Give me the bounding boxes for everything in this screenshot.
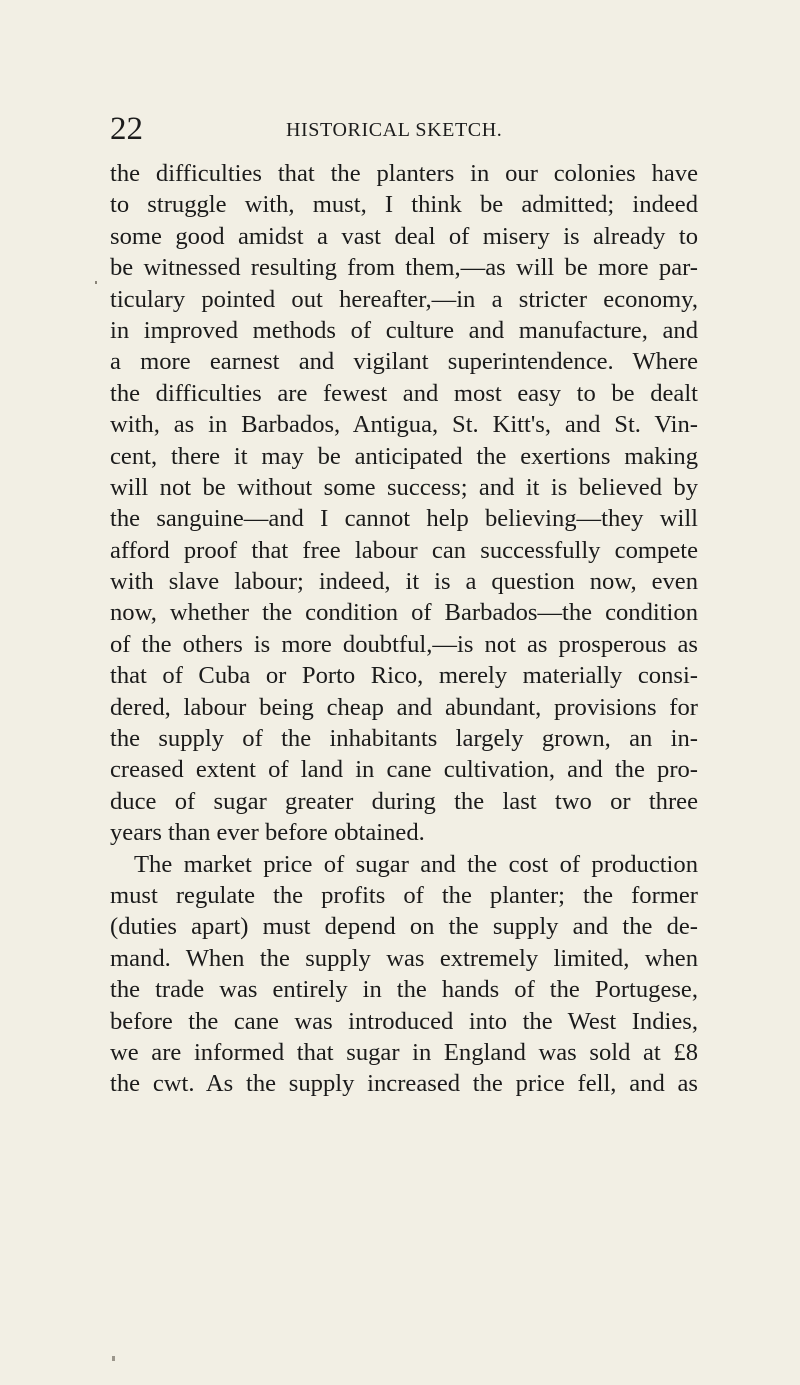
text-line: that of Cuba or Porto Rico, merely materially consi-: [110, 662, 698, 690]
text-line: with slave labour; indeed, it is a question now, even: [110, 568, 698, 596]
text-line: in improved methods of culture and manufacture, and: [110, 316, 698, 344]
text-line: of the others is more doubtful,—is not as prosperous as: [110, 630, 698, 658]
text-line: mand. When the supply was extremely limited, when: [110, 944, 698, 972]
text-line: the supply of the inhabitants largely grown, an in-: [110, 725, 698, 753]
text-line: duce of sugar greater during the last two or three: [110, 787, 698, 815]
text-line: will not be without some success; and it is believed by: [110, 473, 698, 501]
text-line: afford proof that free labour can successfully compete: [110, 536, 698, 564]
running-head: HISTORICAL SKETCH.: [286, 119, 503, 141]
text-line: the difficulties are fewest and most easy to be dealt: [110, 379, 698, 407]
text-line: with, as in Barbados, Antigua, St. Kitt's, and St. Vin-: [110, 411, 698, 439]
text-line: dered, labour being cheap and abundant, provisions for: [110, 693, 698, 721]
text-line: the trade was entirely in the hands of the Portugese,: [110, 976, 698, 1004]
text-line: years than ever before obtained.: [110, 819, 425, 847]
text-line: some good amidst a vast deal of misery is already to: [110, 222, 698, 250]
text-line: (duties apart) must depend on the supply and the de-: [110, 913, 698, 941]
text-line: must regulate the profits of the planter; the former: [110, 881, 698, 909]
paper-speck: [112, 1356, 115, 1361]
body-text: [110, 158, 698, 1100]
page-number: 22: [110, 111, 143, 147]
paper-speck: [95, 281, 97, 284]
text-line: creased extent of land in cane cultivation, and the pro-: [110, 756, 698, 784]
page-header: [110, 112, 700, 146]
text-line: be witnessed resulting from them,—as will be more par-: [110, 254, 698, 282]
text-line: ticulary pointed out hereafter,—in a stricter economy,: [110, 285, 698, 313]
text-line: The market price of sugar and the cost of production: [134, 850, 698, 878]
text-line: a more earnest and vigilant superintendence. Where: [110, 348, 698, 376]
text-line: we are informed that sugar in England was sold at £8: [110, 1038, 698, 1066]
text-line: now, whether the condition of Barbados—the condition: [110, 599, 698, 627]
text-line: before the cane was introduced into the West Indies,: [110, 1007, 698, 1035]
text-line: the difficulties that the planters in our colonies have: [110, 160, 698, 187]
text-line: the sanguine—and I cannot help believing—they will: [110, 505, 698, 533]
text-line: cent, there it may be anticipated the exertions making: [110, 442, 698, 470]
text-line: the cwt. As the supply increased the price fell, and as: [110, 1070, 698, 1098]
text-line: to struggle with, must, I think be admitted; indeed: [110, 191, 698, 219]
